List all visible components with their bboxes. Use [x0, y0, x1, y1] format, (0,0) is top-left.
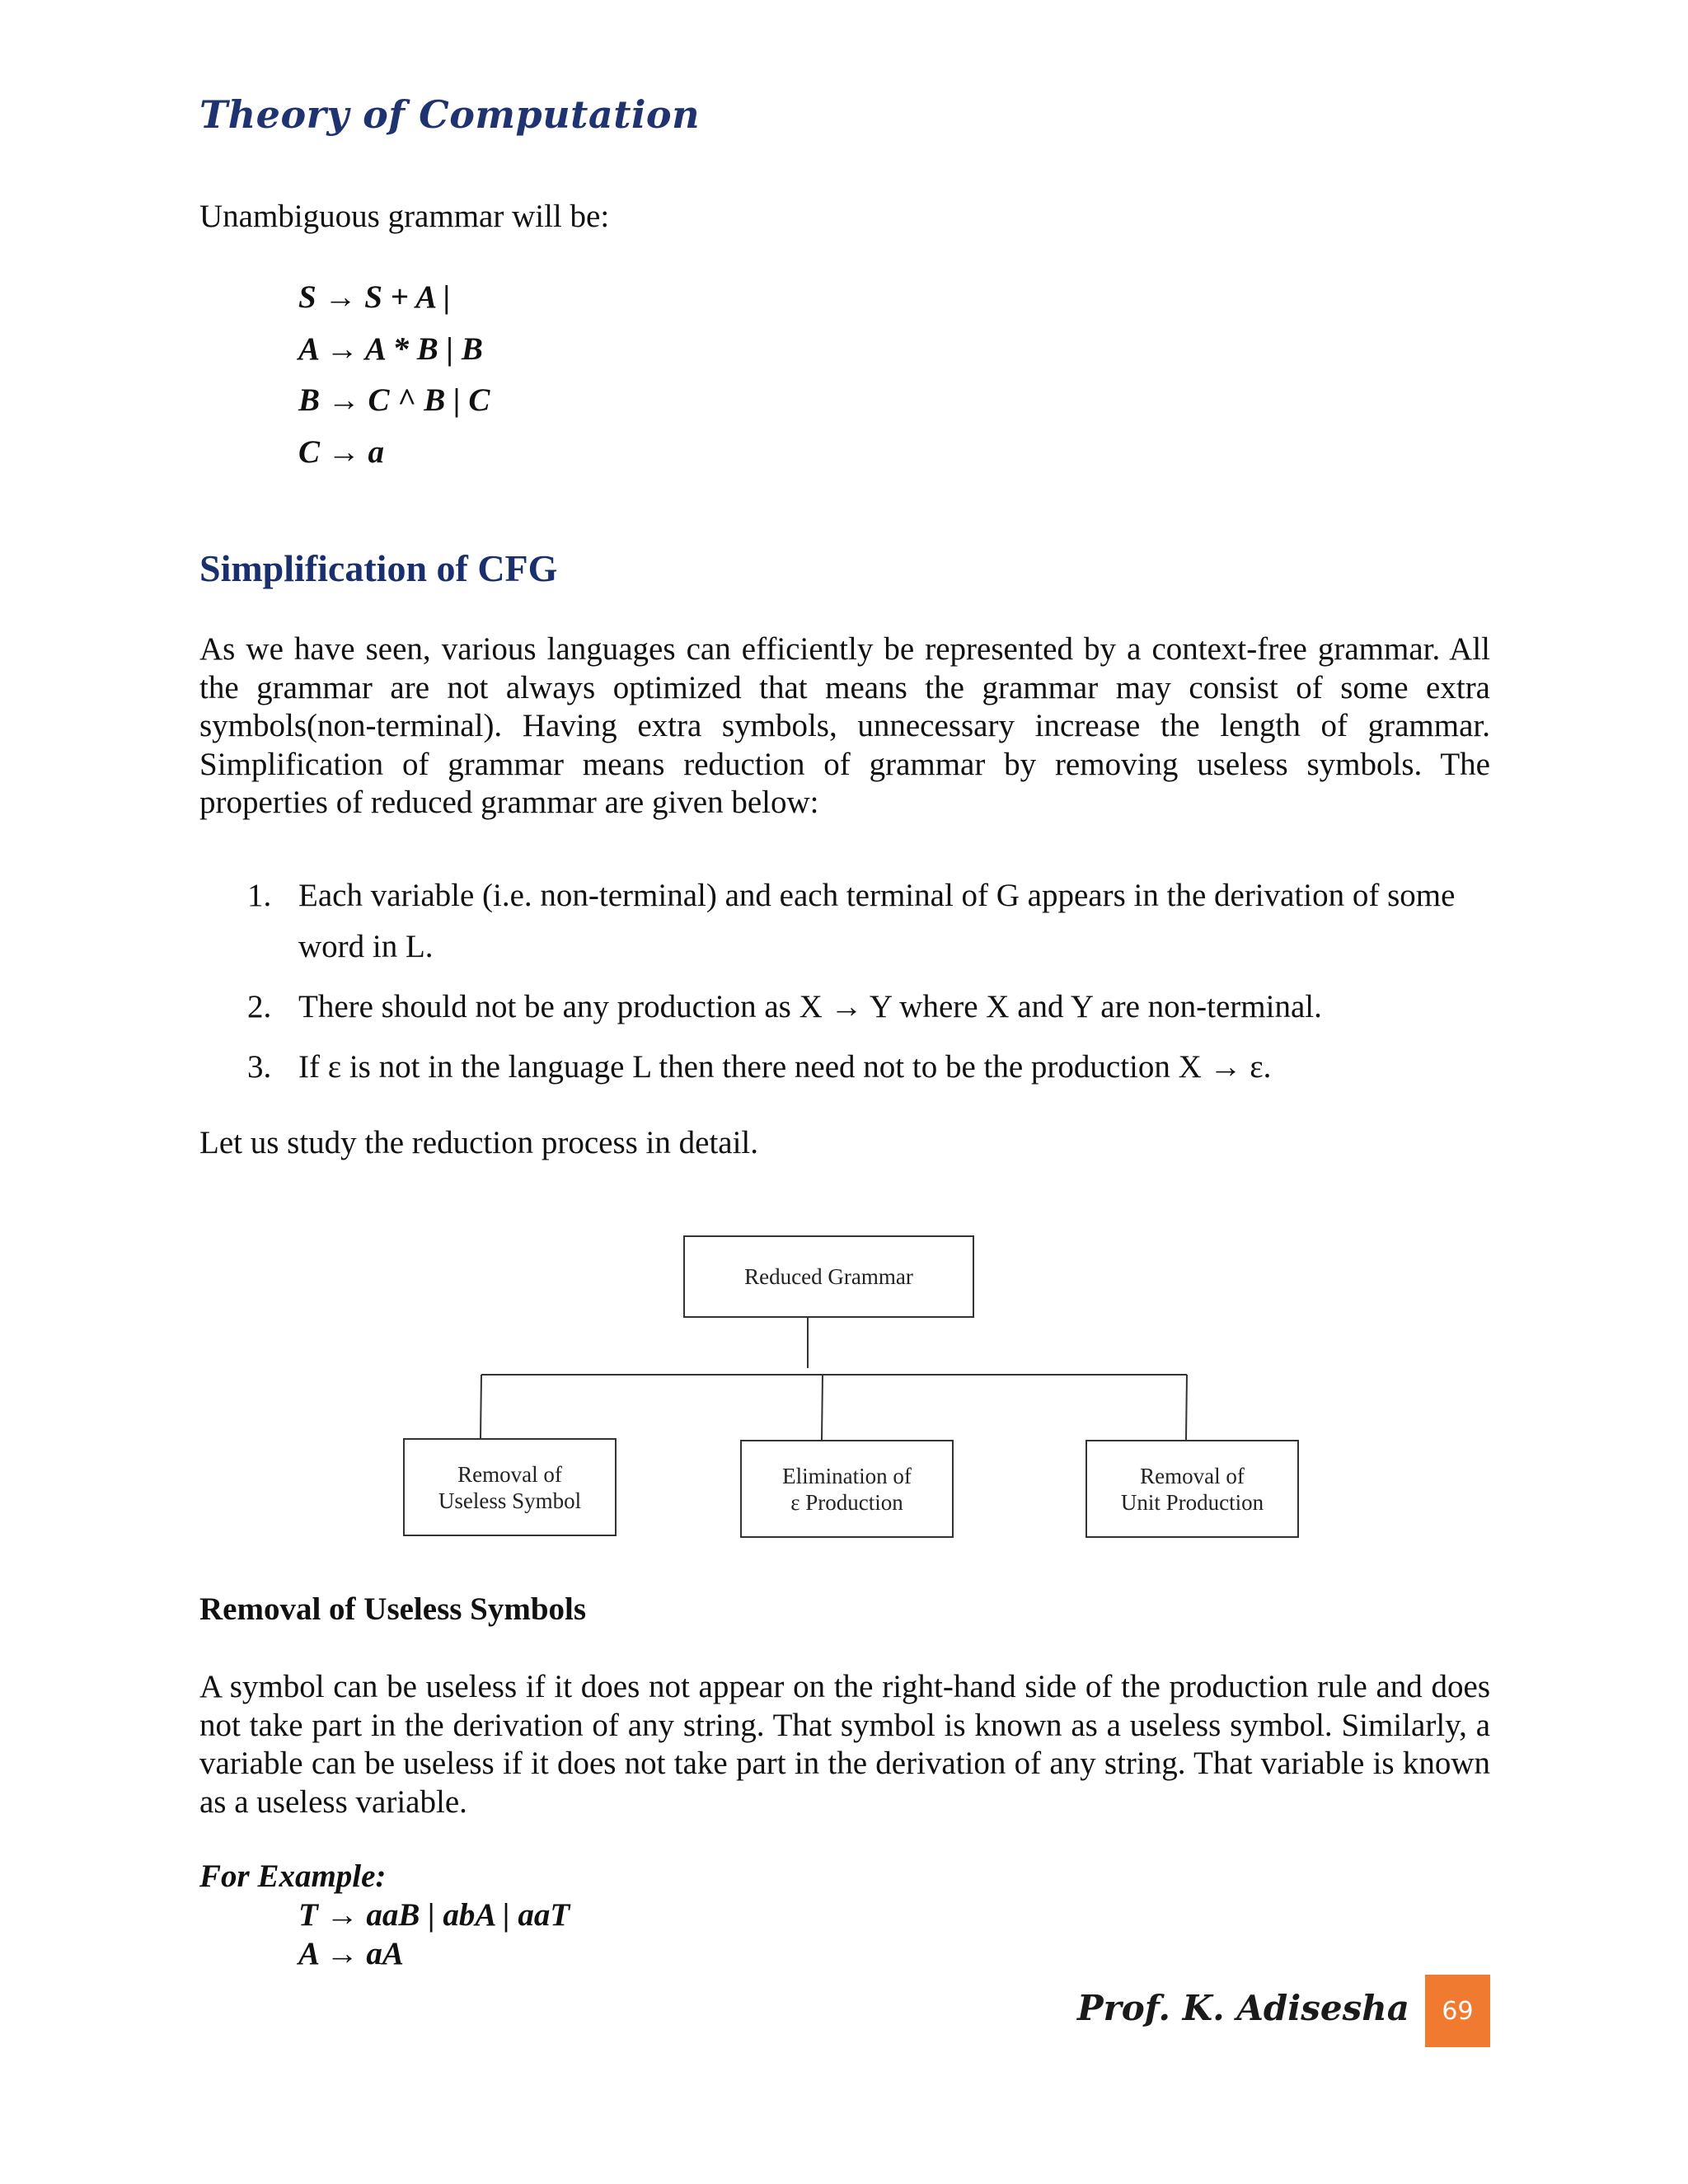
connector-middle-drop	[822, 1375, 823, 1440]
list-item	[199, 1042, 1490, 1093]
diagram-root-box	[683, 1235, 974, 1318]
section-title: Simplification of CFG	[199, 547, 558, 589]
example-rule: T → aaB | abA | aaT	[298, 1897, 570, 1933]
simplification-paragraph: As we have seen, various languages can efficiently be represented by a context-free grammar. All the grammar are not always optimized that means the grammar may consist of some extra symbols(non-terminal). Having extra symbols, unnecessary increase the length of grammar. Simplification of grammar means reduction of grammar by removing useless symbols. The properties of reduced grammar are given below:	[199, 631, 1490, 820]
grammar-rule: S → S + A |	[298, 279, 451, 315]
example-rules	[298, 1896, 570, 1973]
list-item-number: 2.	[247, 989, 272, 1024]
diagram-child-box-useless	[403, 1438, 617, 1536]
page-number-badge: 69	[1425, 1975, 1490, 2047]
grammar-rules	[298, 272, 490, 478]
useless-symbols-paragraph: A symbol can be useless if it does not appear on the right-hand side of the production rule and does not take part in the derivation of any string. That symbol is known as a useless symbol. Similarly, a variable can be useless if it does not take part in the derivation of any string. That variable is known as a useless variable.	[199, 1669, 1490, 1820]
list-item-text: Each variable (i.e. non-terminal) and each terminal of G appears in the derivation of some word in L.	[298, 878, 1456, 964]
list-item	[199, 870, 1490, 972]
connector-right-drop	[1186, 1375, 1187, 1440]
list-item-text: If ε is not in the language L then there need not to be the production X → ε.	[298, 1049, 1272, 1085]
diagram-child-label: Removal of Unit Production	[1120, 1463, 1264, 1515]
diagram-child-label: Removal of Useless Symbol	[438, 1461, 582, 1513]
diagram-child-box-epsilon	[740, 1440, 954, 1538]
example-rule: A → aA	[298, 1935, 404, 1971]
grammar-rule: B → C ^ B | C	[298, 382, 490, 418]
grammar-rule: C → a	[298, 434, 385, 470]
study-text: Let us study the reduction process in detail.	[199, 1125, 759, 1160]
grammar-rule: A → A * B | B	[298, 330, 483, 367]
diagram-root-label: Reduced Grammar	[744, 1264, 913, 1289]
list-item-number: 1.	[247, 878, 272, 913]
example-label: For Example:	[199, 1858, 387, 1894]
properties-list	[199, 870, 1490, 1102]
diagram-child-label: Elimination of ε Production	[782, 1463, 912, 1515]
footer-author: Prof. K. Adisesha	[1077, 1988, 1409, 2028]
list-item-text: There should not be any production as X → Y where X and Y are non-terminal.	[298, 989, 1322, 1024]
page-header-title: Theory of Computation	[199, 92, 701, 137]
useless-symbols-heading: Removal of Useless Symbols	[199, 1591, 587, 1627]
diagram-child-box-unit	[1085, 1440, 1299, 1538]
list-item	[199, 982, 1490, 1033]
intro-text: Unambiguous grammar will be:	[199, 199, 610, 234]
list-item-number: 3.	[247, 1049, 272, 1085]
